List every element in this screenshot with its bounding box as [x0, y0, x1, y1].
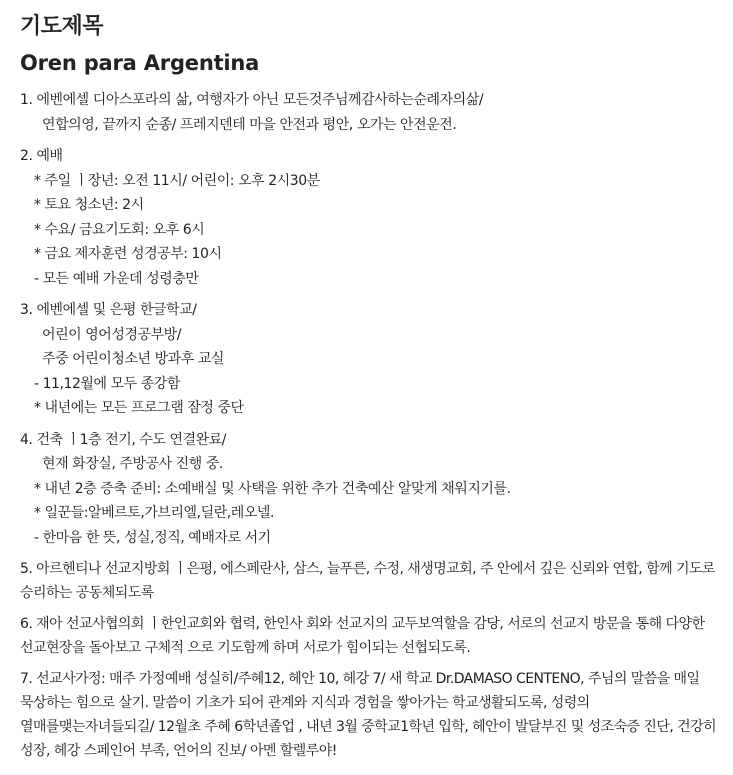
section-2: [20, 144, 725, 291]
section-5-text: 5. 아르헨티나 선교지방회 ㅣ은평, 에스페란사, 삼스, 늘푸른, 수정, 새생명교회, 주 안에서 깊은 신뢰와 연합, 함께 기도로 승리하는 공동체되도록: [20, 561, 715, 601]
section-3: [20, 298, 725, 421]
section-4-line-4: * 일꾼들:알베르토,가브리엘,딜란,레오넬.: [34, 505, 275, 521]
section-4-line-2: 현재 화장실, 주방공사 진행 중.: [42, 456, 223, 472]
section-4: [20, 428, 725, 551]
document-subtitle: Oren para Argentina: [20, 51, 260, 75]
section-7-text: 7. 선교사가정: 매주 가정예배 성실히/주혜12, 헤안 10, 헤강 7/ 새 학교 Dr.DAMASO CENTENO, 주님의 말씀을 매일 묵상하는 힘으로 살기. 말씀이 기초가 되어 관계와 지식과 경험을 쌓아가는 학교생활되도록, 성령의 열매를맺는자녀들되길/ 12월초 주혜 6학년졸업 , 내년 3월 중학교1학년 입학, 헤안이 발달부진 및 성조숙증 진단, 건강히 성장, 헤강 스페인어 부족, 언어의 진보/ 아멘 할렐루야!: [20, 671, 717, 759]
section-6-text: 6. 재아 선교사협의회 ㅣ한인교회와 협력, 한인사 회와 선교지의 교두보역할을 감당, 서로의 선교지 방문을 통해 다양한 선교현장을 돌아보고 구체적 으로 기도함께 하며 서로가 힘이되는 선협되도록.: [20, 616, 705, 656]
section-2-line-3: * 토요 청소년: 2시: [34, 197, 144, 213]
section-5: [20, 557, 725, 605]
section-2-heading: 2. 예배: [20, 148, 63, 164]
section-1-line-1: 1. 에벤에셀 디아스포라의 삶, 여행자가 아닌 모든것주님께감사하는순례자의삶/: [20, 92, 484, 108]
section-2-line-6: - 모든 예배 가운데 성령충만: [34, 270, 199, 287]
prayer-document: [20, 12, 725, 770]
document-title: 기도제목: [20, 14, 104, 39]
section-2-line-4: * 수요/ 금요기도회: 오후 6시: [34, 221, 205, 238]
section-1: [20, 88, 725, 137]
section-4-heading: 4. 건축 ㅣ1층 전기, 수도 연결완료/: [20, 431, 227, 448]
section-6: [20, 612, 725, 660]
section-4-line-3: * 내년 2층 증축 준비: 소예배실 및 사택을 위한 추가 건축예산 알맞게 채워지기를.: [34, 480, 511, 497]
section-3-heading: 3. 에벤에셀 및 은평 한글학교/: [20, 302, 197, 318]
section-3-line-5: * 내년에는 모든 프로그램 잠정 중단: [34, 400, 244, 416]
section-7: [20, 667, 725, 763]
section-1-line-2: 연합의영, 끝까지 순종/ 프레지덴테 마을 안전과 평안, 오가는 안전운전.: [42, 116, 457, 133]
section-4-line-5: - 한마음 한 뜻, 성실,정직, 예배자로 서기: [34, 529, 271, 546]
section-3-line-3: 주중 어린이청소년 방과후 교실: [42, 351, 224, 367]
section-3-line-2: 어린이 영어성경공부방/: [42, 326, 182, 343]
section-2-line-5: * 금요 제자훈련 성경공부: 10시: [34, 246, 222, 262]
section-2-line-2: * 주일 ㅣ장년: 오전 11시/ 어린이: 오후 2시30분: [34, 172, 320, 189]
section-3-line-4: - 11,12월에 모두 종강함: [34, 375, 180, 392]
